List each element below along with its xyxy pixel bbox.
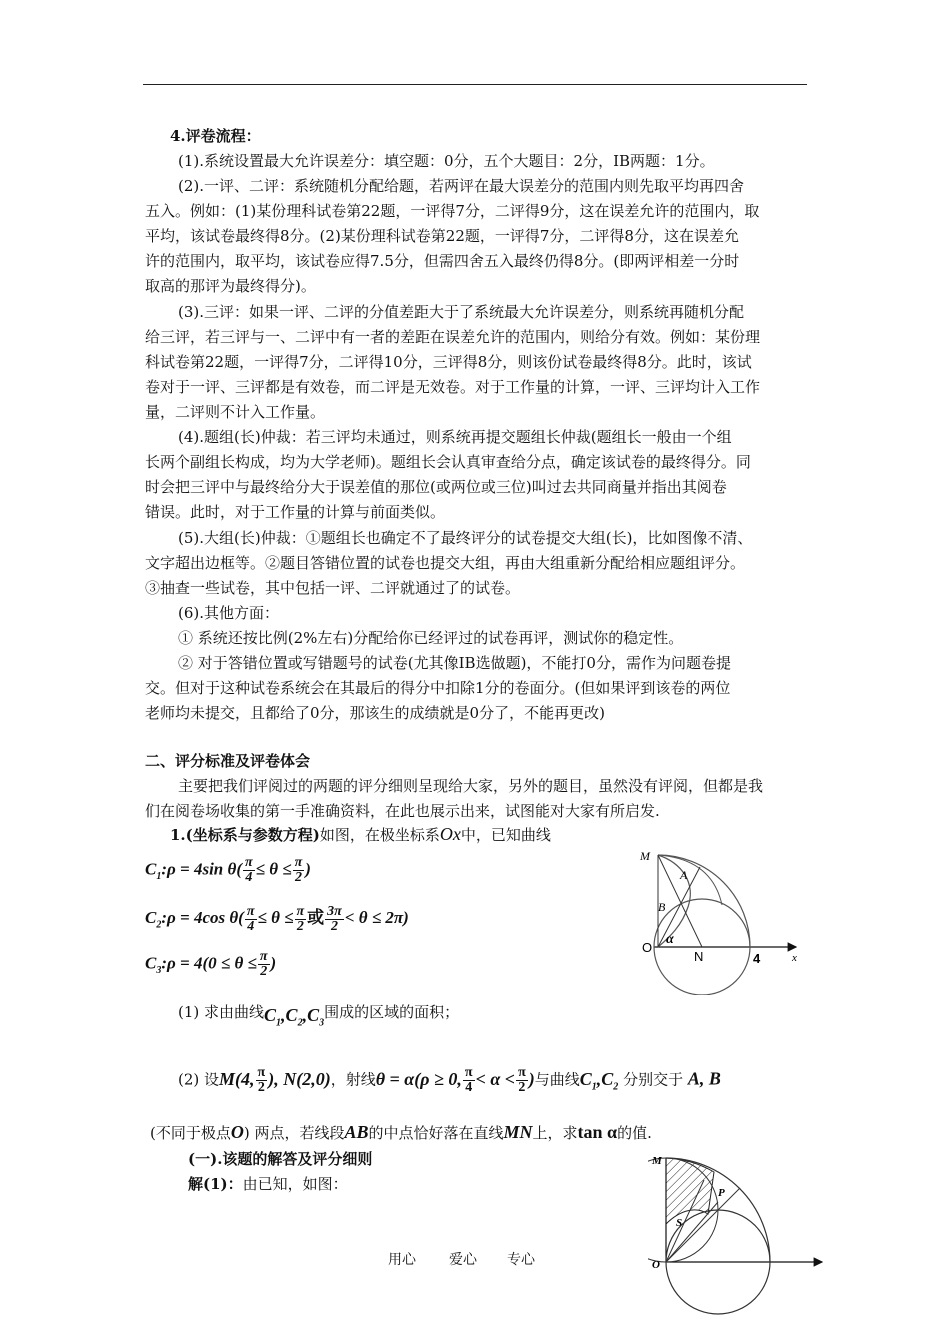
label-4: 4	[753, 951, 761, 966]
section-2-title: 二、评分标准及评卷体会	[145, 752, 311, 770]
para-5-line-2: 文字超出边框等。②题目答错位置的试卷也提交大组，再由大组重新分配给相应题组评分。	[145, 554, 746, 572]
footer-text-3: 专心	[507, 1252, 535, 1268]
label-o2: O	[652, 1259, 660, 1271]
footer-text-2: 爱心	[449, 1252, 477, 1268]
para-4-line-1: (4).题组(长)仲裁：若三评均未通过，则系统再提交题组长仲裁(题组长一般由一个组	[178, 428, 732, 446]
para-2-line-4: 许的范围内，取平均，该试卷应得7.5分，但需四舍五入最终仍得8分。(即两评相差一分时	[145, 252, 740, 270]
para-4-line-4: 错误。此时，对于工作量的计算与前面类似。	[145, 503, 446, 521]
ox-symbol: Ox	[439, 824, 461, 844]
para-2-line-2: 五入。例如：(1)某份理科试卷第22题，一评得7分，二评得9分，这在误差允许的范围内，取	[145, 202, 760, 220]
problem-stem-b: 中，已知曲线	[460, 826, 551, 844]
solution-subtitle: (一).该题的解答及评分细则	[188, 1150, 373, 1168]
label-alpha: α	[666, 932, 674, 947]
label-m2: M	[652, 1155, 662, 1167]
para-5-line-1: (5).大组(长)仲裁：①题组长也确定不了最终评分的试卷提交大组(长)，比如图像不清、	[178, 529, 753, 547]
equation-c2: $C_2:\rho = 4\cos$ θ( $\frac{\pi}{4}$ ≤ θ ≤ $\frac{\pi}{2}$ 或 $\frac{3\pi}{2}$ < θ ≤ 2π)	[145, 903, 409, 934]
figure-1-polar-curves	[630, 845, 810, 995]
label-b: B	[658, 900, 666, 914]
intro-line-1: 主要把我们评阅过的两题的评分细则呈现给大家，另外的题目，虽然没有评阅，但都是我	[178, 777, 764, 795]
label-s: S	[676, 1217, 683, 1229]
label-n: N	[694, 949, 704, 964]
problem-number: 1.	[170, 826, 186, 844]
section-4-title: 4.评卷流程：	[170, 127, 261, 145]
para-6-item-2-line-3: 老师均未提交，且都给了0分，那该生的成绩就是0分了，不能再更改)	[145, 704, 605, 722]
figure-2-shaded-region	[648, 1150, 830, 1344]
question-2-line-1: (2) 设M(4, $\frac{\pi}{2}$ ), N(2,0)，射线θ = α(ρ ≥ 0, $\frac{\pi}{4}$ < α < $\frac{\pi}{2}$ )与曲线$C_1,C_2$ 分别交于 A, B	[178, 1065, 721, 1095]
para-2-line-5: 取高的那评为最终得分)。	[145, 277, 316, 295]
label-a: A	[680, 868, 688, 882]
para-4-line-3: 时会把三评中与最终给分大于误差值的那位(或两位或三位)叫过去共同商量并指出其阅卷	[145, 478, 727, 496]
para-2-line-3: 平均，该试卷最终得8分。(2)某份理科试卷第22题，一评得7分，二评得8分，这在误差允	[145, 227, 739, 245]
label-m: M	[640, 849, 650, 863]
header-rule	[143, 84, 807, 85]
para-3-line-1: (3).三评：如果一评、二评的分值差距大于了系统最大允许误差分，则系统再随机分配	[178, 303, 745, 321]
question-2-line-2: (不同于极点O) 两点，若线段AB的中点恰好落在直线MN上，求tan α的值.	[150, 1122, 652, 1142]
para-4-line-2: 长两个副组长构成，均为大学老师)。题组长会认真审查给分点，确定该试卷的最终得分。同	[145, 453, 751, 471]
solution-start: 解(1)：由已知，如图：	[188, 1175, 348, 1193]
para-6-item-2-line-1: ② 对于答错位置或写错题号的试卷(尤其像IB选做题)，不能打0分，需作为问题卷提	[178, 654, 731, 672]
para-3-line-4: 卷对于一评、三评都是有效卷，而二评是无效卷。对于工作量的计算，一评、三评均计入工作	[145, 378, 761, 396]
label-p: P	[718, 1187, 725, 1199]
intro-line-2: 们在阅卷场收集的第一手准确资料，在此也展示出来，试图能对大家有所启发.	[145, 802, 660, 820]
question-1: (1) 求由曲线$C_1,C_2,C_3$围成的区域的面积；	[178, 1003, 460, 1029]
equation-c3: $C_3:\rho = 4(0 \le \theta$ ≤ $\frac{\pi}{2}$ )	[145, 949, 277, 979]
para-6-item-1: ① 系统还按比例(2%左右)分配给你已经评过的试卷再评，测试你的稳定性。	[178, 629, 684, 647]
footer-text-1: 用心	[388, 1252, 416, 1268]
para-3-line-5: 量，二评则不计入工作量。	[145, 403, 326, 421]
para-3-line-3: 科试卷第22题，一评得7分，二评得10分，三评得8分，则该份试卷最终得8分。此时，该试	[145, 353, 752, 371]
para-6-item-2-line-2: 交。但对于这种试卷系统会在其最后的得分中扣除1分的卷面分。(但如果评到该卷的两位	[145, 679, 731, 697]
para-5-line-3: ③抽查一些试卷，其中包括一评、二评就通过了的试卷。	[145, 579, 521, 597]
para-3-line-2: 给三评，若三评与一、二评中有一者的差距在误差允许的范围内，则给分有效。例如：某份理	[145, 328, 761, 346]
para-6-title: (6).其他方面：	[178, 604, 280, 622]
equation-c1: $C_1:\rho = 4\sin$ θ( $\frac{\pi}{4}$ ≤ θ ≤ $\frac{\pi}{2}$ )	[145, 855, 311, 885]
problem-stem-a: 如图，在极坐标系	[319, 826, 440, 844]
label-o: O	[642, 940, 653, 955]
para-1: (1).系统设置最大允许误差分：填空题：0分，五个大题目：2分，IB两题：1分。	[178, 152, 715, 170]
para-2-line-1: (2).一评、二评：系统随机分配给题，若两评在最大误差分的范围内则先取平均再四舍	[178, 177, 745, 195]
label-x: x	[792, 952, 797, 964]
shaded-region	[666, 1158, 714, 1224]
problem-1-stem	[170, 822, 551, 848]
problem-topic: (坐标系与参数方程)	[185, 826, 320, 844]
